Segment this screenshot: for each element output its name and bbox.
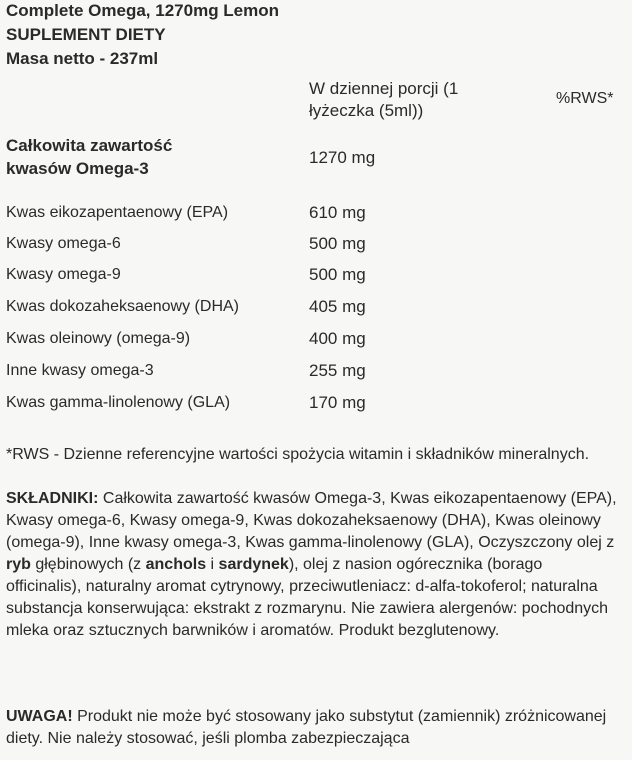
- table-row-name: Kwas eikozapentaenowy (EPA): [6, 204, 229, 221]
- table-row-name: Kwas dokozaheksaenowy (DHA): [6, 298, 239, 315]
- rws-header: %RWS*: [556, 90, 614, 107]
- product-category: SUPLEMENT DIETY: [6, 25, 166, 44]
- ingredient-sardine: sardynek: [218, 556, 289, 573]
- ingredients-text: Całkowita zawartość kwasów Omega-3, Kwas eikozapentaenowy (EPA), Kwasy omega-6, Kwasy omega-9, Kwas dokozaheksaenowy (DHA), Kwas oleinowy (omega-9), Inne kwasy omega-3, Kwas gamma-linolenowy (GLA), Oczyszczony olej z: [6, 490, 617, 551]
- warning-label: UWAGA!: [6, 708, 73, 725]
- rws-footnote: *RWS - Dzienne referencyjne wartości spożycia witamin i składników mineralnych.: [6, 446, 590, 463]
- total-omega3-label-line2: kwasów Omega-3: [6, 159, 149, 178]
- table-row-name: Kwasy omega-9: [6, 266, 121, 283]
- table-row-amount: 400 mg: [309, 329, 366, 348]
- ingredient-fish: ryb: [6, 556, 31, 573]
- table-row-name: Inne kwasy omega-3: [6, 362, 154, 379]
- per-portion-header-line2: łyżeczka (5ml)): [309, 101, 424, 120]
- table-row-name: Kwas oleinowy (omega-9): [6, 330, 191, 347]
- table-row-amount: 170 mg: [309, 393, 366, 412]
- ingredients-text: ), olej z nasion ogórecznika (borago officinalis), naturalny aromat cytrynowy, przeciwutleniacz: d-alfa-tokoferol; naturalna substancja konserwująca: ekstrakt z rozmarynu. Nie zawiera alergenów: pochodnych mleka oraz sztucznych barwników i aromatów. Produkt bezglutenowy.: [6, 556, 609, 639]
- ingredients-text: głębinowych (z: [30, 556, 146, 573]
- table-row-amount: 500 mg: [309, 234, 366, 253]
- table-row-name: Kwasy omega-6: [6, 235, 121, 252]
- per-portion-header-line1: W dziennej porcji (1: [309, 79, 459, 98]
- total-omega3-label-line1: Całkowita zawartość: [6, 136, 173, 155]
- total-omega3-amount: 1270 mg: [309, 148, 376, 167]
- ingredients-paragraph: [6, 488, 620, 642]
- table-row-name: Kwas gamma-linolenowy (GLA): [6, 394, 231, 411]
- warning-paragraph: [6, 706, 620, 750]
- table-row-amount: 610 mg: [309, 203, 366, 222]
- warning-text: Produkt nie może być stosowany jako substytut (zamiennik) zróżnicowanej diety. Nie należy stosować, jeśli plomba zabezpieczająca: [6, 708, 607, 747]
- ingredient-anchovy: anchols: [145, 556, 207, 573]
- ingredients-label: SKŁADNIKI:: [6, 490, 99, 507]
- ingredients-text: i: [206, 556, 219, 573]
- table-row-amount: 405 mg: [309, 297, 366, 316]
- net-mass: Masa netto - 237ml: [6, 49, 159, 68]
- table-row-amount: 255 mg: [309, 361, 366, 380]
- table-row-amount: 500 mg: [309, 265, 366, 284]
- product-name: Complete Omega, 1270mg Lemon: [6, 1, 280, 20]
